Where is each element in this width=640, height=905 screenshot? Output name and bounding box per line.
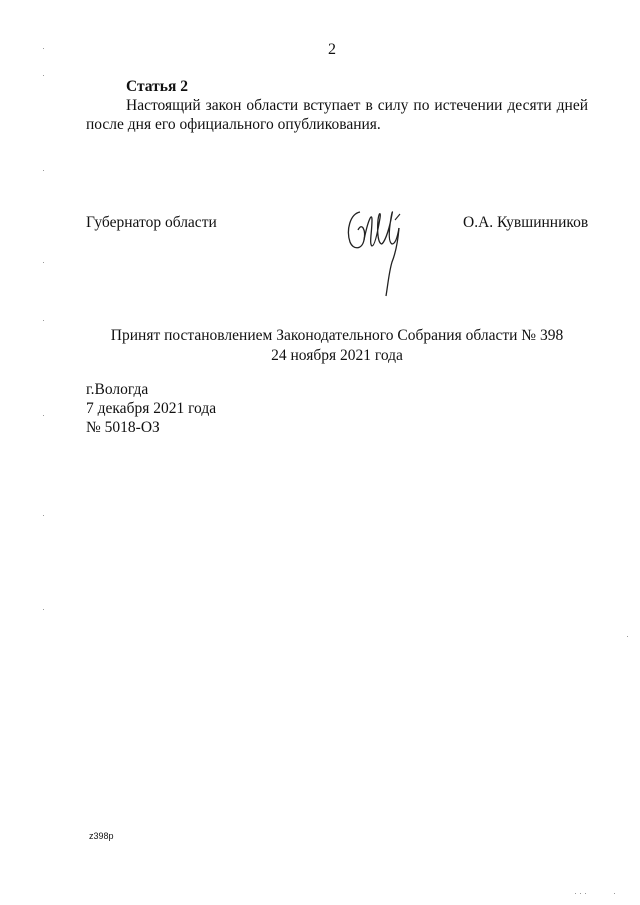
- scan-artifact: [43, 48, 44, 49]
- handwritten-signature: [342, 200, 412, 300]
- scan-artifact: [43, 262, 44, 263]
- document-code: z398p: [89, 831, 114, 841]
- page-number: 2: [328, 41, 336, 58]
- adoption-date: 24 ноября 2021 года: [271, 347, 403, 364]
- signing-date: 7 декабря 2021 года: [86, 400, 217, 417]
- signatory-title: Губернатор области: [86, 214, 217, 231]
- article-body: Настоящий закон области вступает в силу по истечении десяти дней после дня его официального опубликования.: [86, 97, 588, 133]
- place-date-block: [86, 380, 216, 437]
- scan-artifact: [43, 320, 44, 321]
- law-number: № 5018-ОЗ: [86, 419, 160, 436]
- scan-artifact: [580, 893, 581, 894]
- scan-artifact: [627, 636, 628, 637]
- city: г.Вологда: [86, 381, 149, 398]
- adoption-statement: [86, 326, 588, 366]
- scan-artifact: [43, 515, 44, 516]
- scan-artifact: [43, 75, 44, 76]
- article-heading: Статья 2: [126, 78, 188, 95]
- signatory-name: О.А. Кувшинников: [463, 214, 589, 231]
- scan-artifact: [575, 893, 576, 894]
- scan-artifact: [43, 170, 44, 171]
- adoption-line: Принят постановлением Законодательного Собрания области № 398: [110, 327, 564, 344]
- scan-artifact: [43, 415, 44, 416]
- scan-artifact: [585, 893, 586, 894]
- scan-artifact: [614, 893, 615, 894]
- scan-artifact: [43, 609, 44, 610]
